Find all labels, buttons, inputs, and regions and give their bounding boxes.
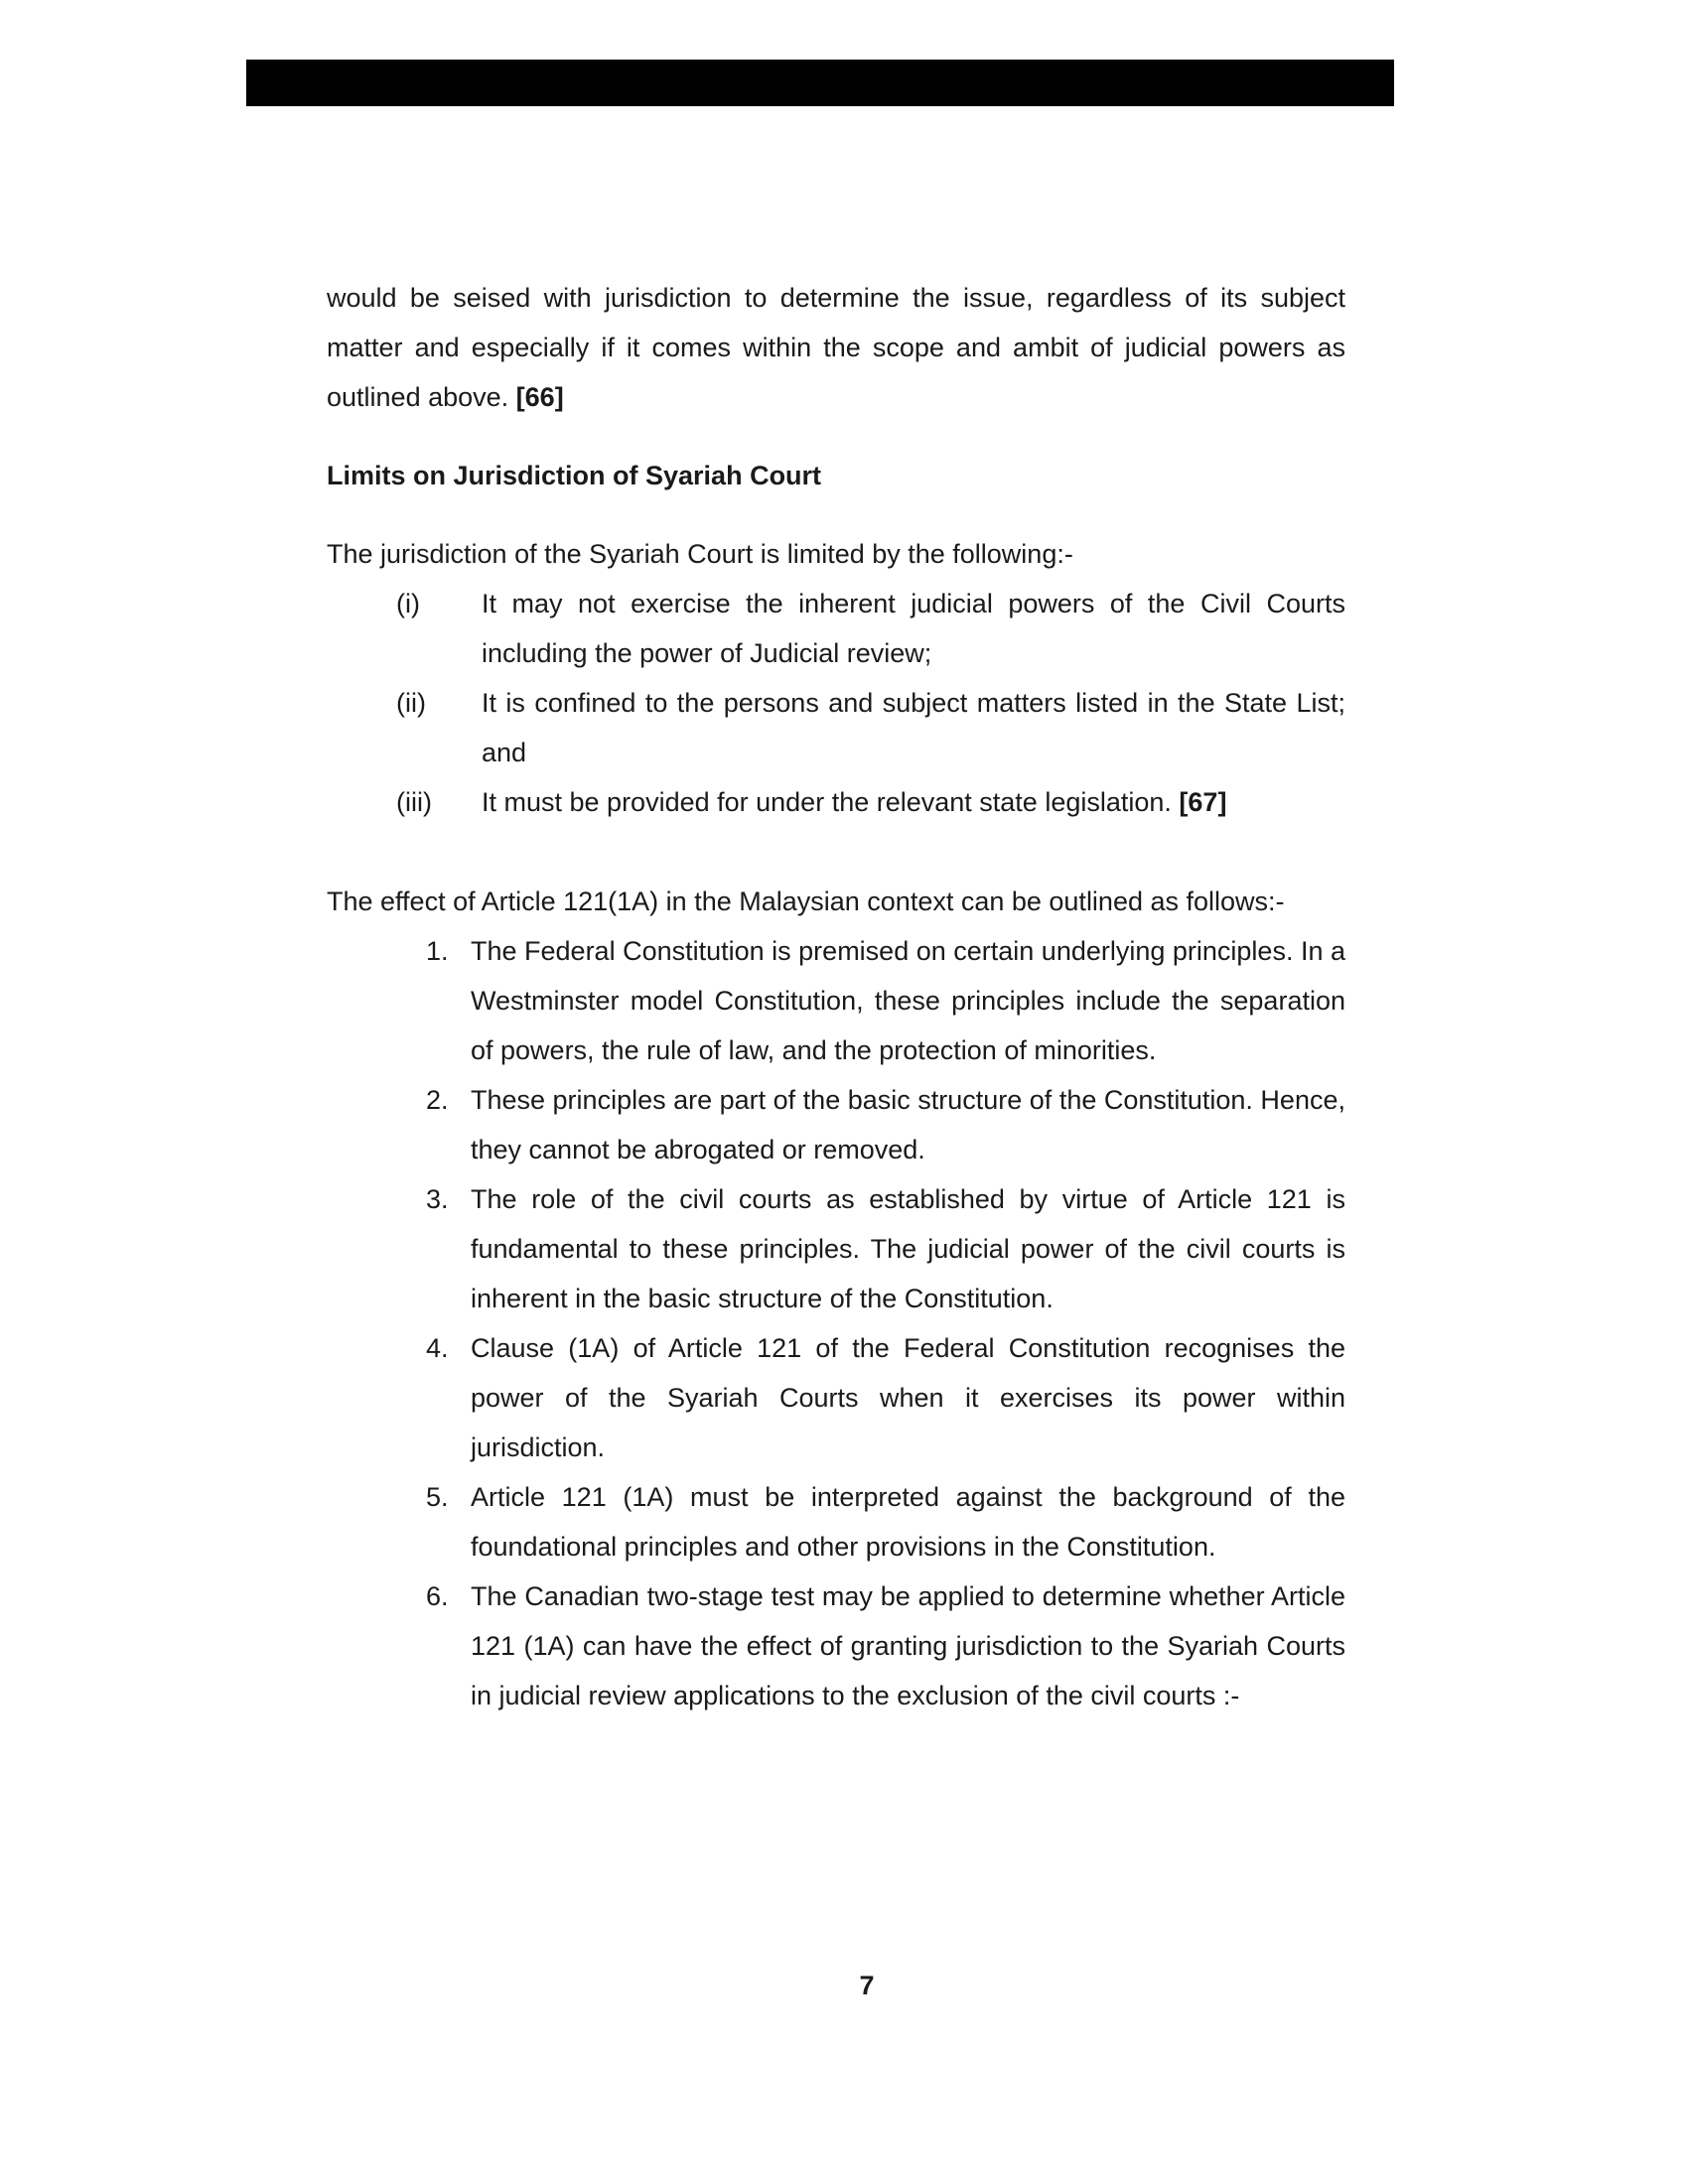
- list-item-text: The Canadian two-stage test may be applied to determine whether Article 121 (1A) can have the effect of granting jurisdiction to the Syariah Courts in judicial review applications to the exclusion of the civil courts :-: [471, 1581, 1345, 1710]
- list-item-text: The role of the civil courts as established by virtue of Article 121 is fundamental to these principles. The judicial power of the civil courts is inherent in the basic structure of the Constitution.: [471, 1184, 1345, 1313]
- page-number: 7: [859, 1971, 875, 2000]
- limits-list: [327, 579, 1345, 827]
- list-item: [327, 678, 1345, 777]
- list-item: [327, 1323, 1345, 1472]
- list-item: [327, 1174, 1345, 1323]
- list-item-label: (iii): [396, 787, 432, 817]
- list-item: [327, 926, 1345, 1075]
- list-item-number: 6.: [426, 1581, 449, 1611]
- redaction-bar: [246, 60, 1394, 106]
- list-item-text: The Federal Constitution is premised on certain underlying principles. In a Westminster model Constitution, these principles include the separation of powers, the rule of law, and the protection of minorities.: [471, 936, 1345, 1065]
- list-item-text: It is confined to the persons and subject matters listed in the State List; and: [482, 688, 1345, 767]
- list-item-number: 2.: [426, 1085, 449, 1115]
- list-item-number: 5.: [426, 1482, 449, 1512]
- document-body: [327, 273, 1345, 1720]
- section-heading: Limits on Jurisdiction of Syariah Court: [327, 461, 822, 490]
- list-item-text: Article 121 (1A) must be interpreted against the background of the foundational principles and other provisions in the Constitution.: [471, 1482, 1345, 1562]
- list-item: [327, 1075, 1345, 1174]
- list-item: [327, 1571, 1345, 1720]
- list-item-label: (ii): [396, 688, 426, 718]
- list-item-number: 4.: [426, 1333, 449, 1363]
- list-item-text: It must be provided for under the relevant state legislation. [67]: [482, 787, 1227, 817]
- footnote-ref: [67]: [1179, 787, 1227, 817]
- list-item-label: (i): [396, 589, 420, 618]
- effect-intro: The effect of Article 121(1A) in the Malaysian context can be outlined as follows:-: [327, 887, 1285, 916]
- continuation-paragraph: [327, 273, 1345, 422]
- footnote-ref: [66]: [515, 382, 564, 412]
- list-item-text: These principles are part of the basic structure of the Constitution. Hence, they cannot be abrogated or removed.: [471, 1085, 1345, 1164]
- limits-intro: The jurisdiction of the Syariah Court is limited by the following:-: [327, 539, 1073, 569]
- list-item-number: 3.: [426, 1184, 449, 1214]
- continuation-text: would be seised with jurisdiction to determine the issue, regardless of its subject matter and especially if it comes within the scope and ambit of judicial powers as outlined above.: [327, 283, 1345, 412]
- list-item-text: Clause (1A) of Article 121 of the Federal Constitution recognises the power of the Syariah Courts when it exercises its power within jurisdiction.: [471, 1333, 1345, 1462]
- list-item: [327, 579, 1345, 678]
- list-item: [327, 777, 1345, 827]
- list-item-number: 1.: [426, 936, 449, 966]
- list-item-text: It may not exercise the inherent judicial powers of the Civil Courts including the power of Judicial review;: [482, 589, 1345, 668]
- effects-list: [327, 926, 1345, 1720]
- list-item: [327, 1472, 1345, 1571]
